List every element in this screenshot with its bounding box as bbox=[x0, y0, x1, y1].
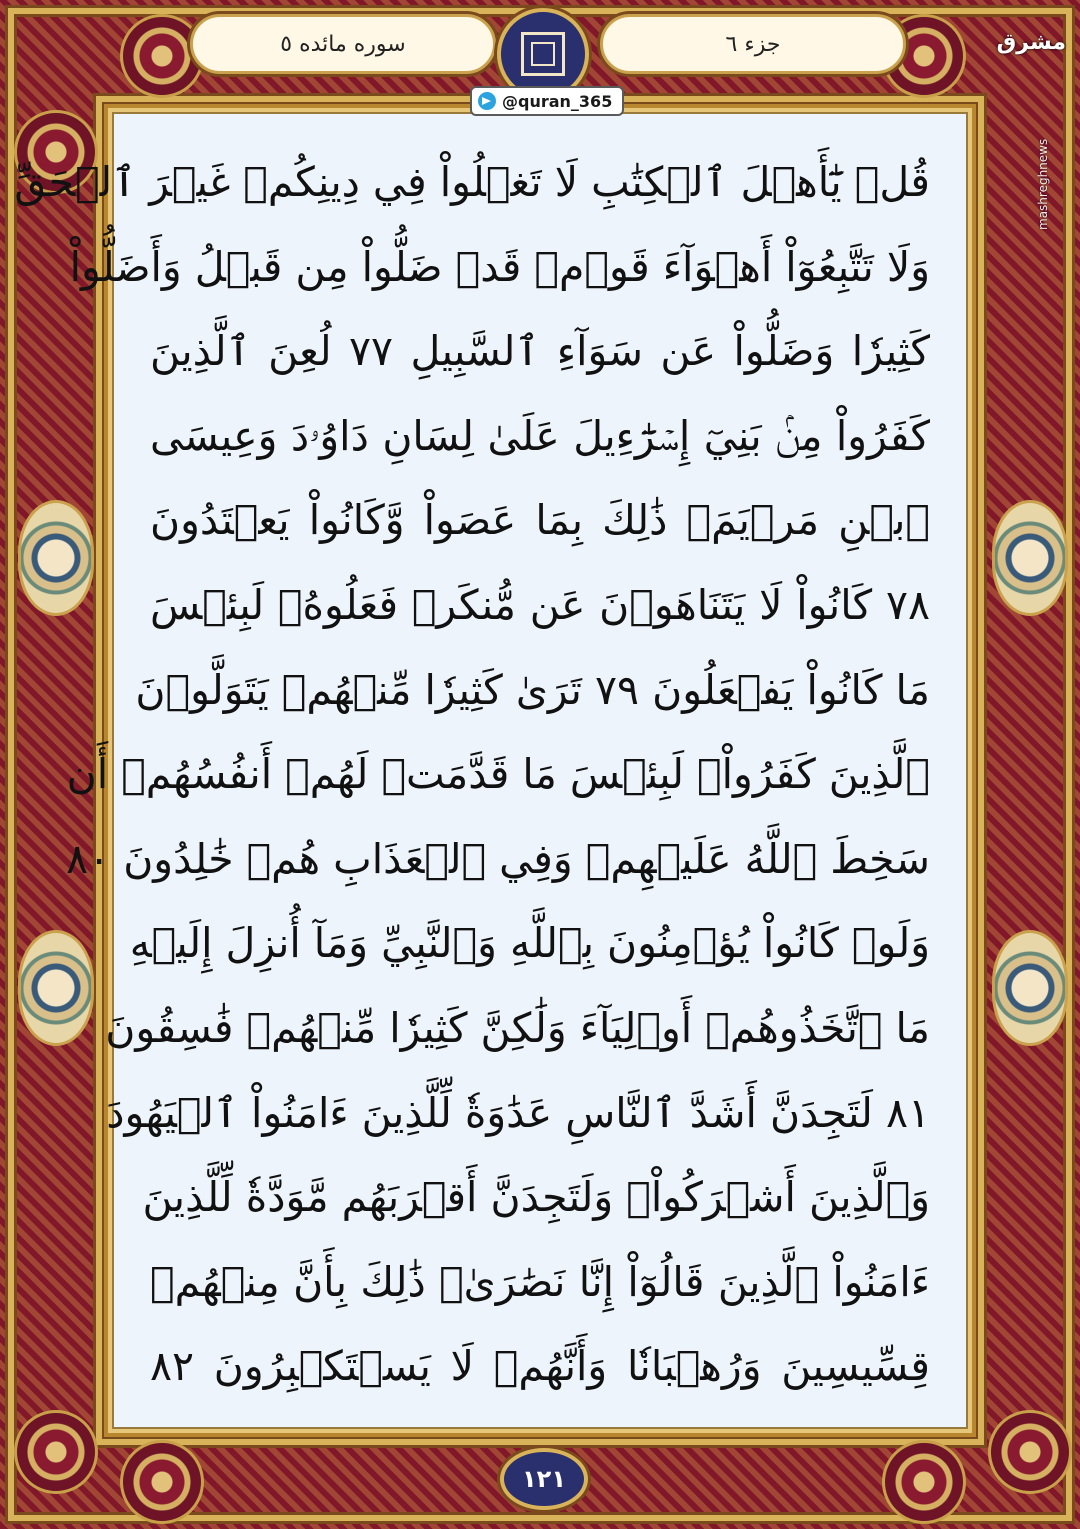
page-number-medallion bbox=[500, 1448, 588, 1510]
corner-rosette-left-bottom bbox=[14, 1410, 98, 1494]
juz-cartouche bbox=[600, 14, 906, 74]
juz-label: جزء ٦ bbox=[725, 31, 781, 57]
verse-line: ٧٨ كَانُواْ لَا يَتَنَاهَوۡنَ عَن مُّنكَرٖ فَعَلُوهُۚ لَبِئۡسَ bbox=[150, 580, 930, 629]
verse-line: كَثِيرٗا وَضَلُّواْ عَن سَوَآءِ ٱلسَّبِيلِ ٧٧ لُعِنَ ٱلَّذِينَ bbox=[150, 327, 930, 376]
side-medallion bbox=[992, 930, 1068, 1046]
verse-line: ٱلَّذِينَ كَفَرُواْۚ لَبِئۡسَ مَا قَدَّمَتۡ لَهُمۡ أَنفُسُهُمۡ أَن bbox=[66, 750, 930, 799]
verse-line: ءَامَنُواْ ٱلَّذِينَ قَالُوٓاْ إِنَّا نَصَٰرَىٰۚ ذَٰلِكَ بِأَنَّ مِنۡهُمۡ bbox=[150, 1257, 930, 1306]
verse-lines bbox=[14, 140, 930, 1409]
verse-line: ٱبۡنِ مَرۡيَمَۚ ذَٰلِكَ بِمَا عَصَواْ وَّكَانُواْ يَعۡتَدُونَ bbox=[150, 496, 930, 545]
verse-line: وَلَا تَتَّبِعُوٓاْ أَهۡوَآءَ قَوۡمٖ قَدۡ ضَلُّواْ مِن قَبۡلُ وَأَضَلُّواْ bbox=[69, 242, 930, 291]
verse-line: مَا ٱتَّخَذُوهُمۡ أَوۡلِيَآءَ وَلَٰكِنَّ كَثِيرٗا مِّنۡهُمۡ فَٰسِقُونَ bbox=[105, 1003, 930, 1052]
side-medallion bbox=[992, 500, 1068, 616]
verse-line: سَخِطَ ٱللَّهُ عَلَيۡهِمۡ وَفِي ٱلۡعَذَابِ هُمۡ خَٰلِدُونَ ٨٠ bbox=[66, 834, 930, 883]
channel-tag[interactable] bbox=[470, 86, 624, 116]
channel-handle: @quran_365 bbox=[502, 91, 613, 111]
watermark-site: mashreghnews bbox=[1036, 138, 1050, 230]
corner-rosette-right-bottom bbox=[988, 1410, 1072, 1494]
verse-line: كَفَرُواْ مِنۢ بَنِيٓ إِسۡرَٰٓءِيلَ عَلَىٰ لِسَانِ دَاوُۥدَ وَعِيسَى bbox=[150, 411, 930, 460]
verse-line: قِسِّيسِينَ وَرُهۡبَانٗا وَأَنَّهُمۡ لَا يَسۡتَكۡبِرُونَ ٨٢ bbox=[150, 1342, 930, 1391]
corner-rosette-top-left bbox=[120, 14, 204, 98]
verse-line: ٨١ لَتَجِدَنَّ أَشَدَّ ٱلنَّاسِ عَدَٰوَةٗ لِّلَّذِينَ ءَامَنُواْ ٱلۡيَهُودَ bbox=[106, 1088, 930, 1137]
telegram-icon bbox=[478, 92, 496, 110]
side-medallion bbox=[18, 500, 94, 616]
corner-rosette-bottom-left bbox=[120, 1440, 204, 1524]
corner-rosette-bottom-right bbox=[882, 1440, 966, 1524]
verse-line: وَلَوۡ كَانُواْ يُؤۡمِنُونَ بِٱللَّهِ وَٱلنَّبِيِّ وَمَآ أُنزِلَ إِلَيۡهِ bbox=[129, 919, 930, 968]
side-medallion bbox=[18, 930, 94, 1046]
verse-line: وَٱلَّذِينَ أَشۡرَكُواْۖ وَلَتَجِدَنَّ أَقۡرَبَهُم مَّوَدَّةٗ لِّلَّذِينَ bbox=[142, 1173, 930, 1222]
verse-line: قُلۡ يَٰٓأَهۡلَ ٱلۡكِتَٰبِ لَا تَغۡلُواْ فِي دِينِكُمۡ غَيۡرَ ٱلۡحَقِّ bbox=[14, 158, 930, 206]
page-number: ١٢١ bbox=[522, 1465, 566, 1493]
verse-line: مَا كَانُواْ يَفۡعَلُونَ ٧٩ تَرَىٰ كَثِيرٗا مِّنۡهُمۡ يَتَوَلَّوۡنَ bbox=[135, 665, 930, 714]
surah-cartouche bbox=[190, 14, 496, 74]
watermark-logo: مشرق bbox=[996, 30, 1066, 55]
surah-label: سوره مائده ٥ bbox=[280, 31, 406, 57]
